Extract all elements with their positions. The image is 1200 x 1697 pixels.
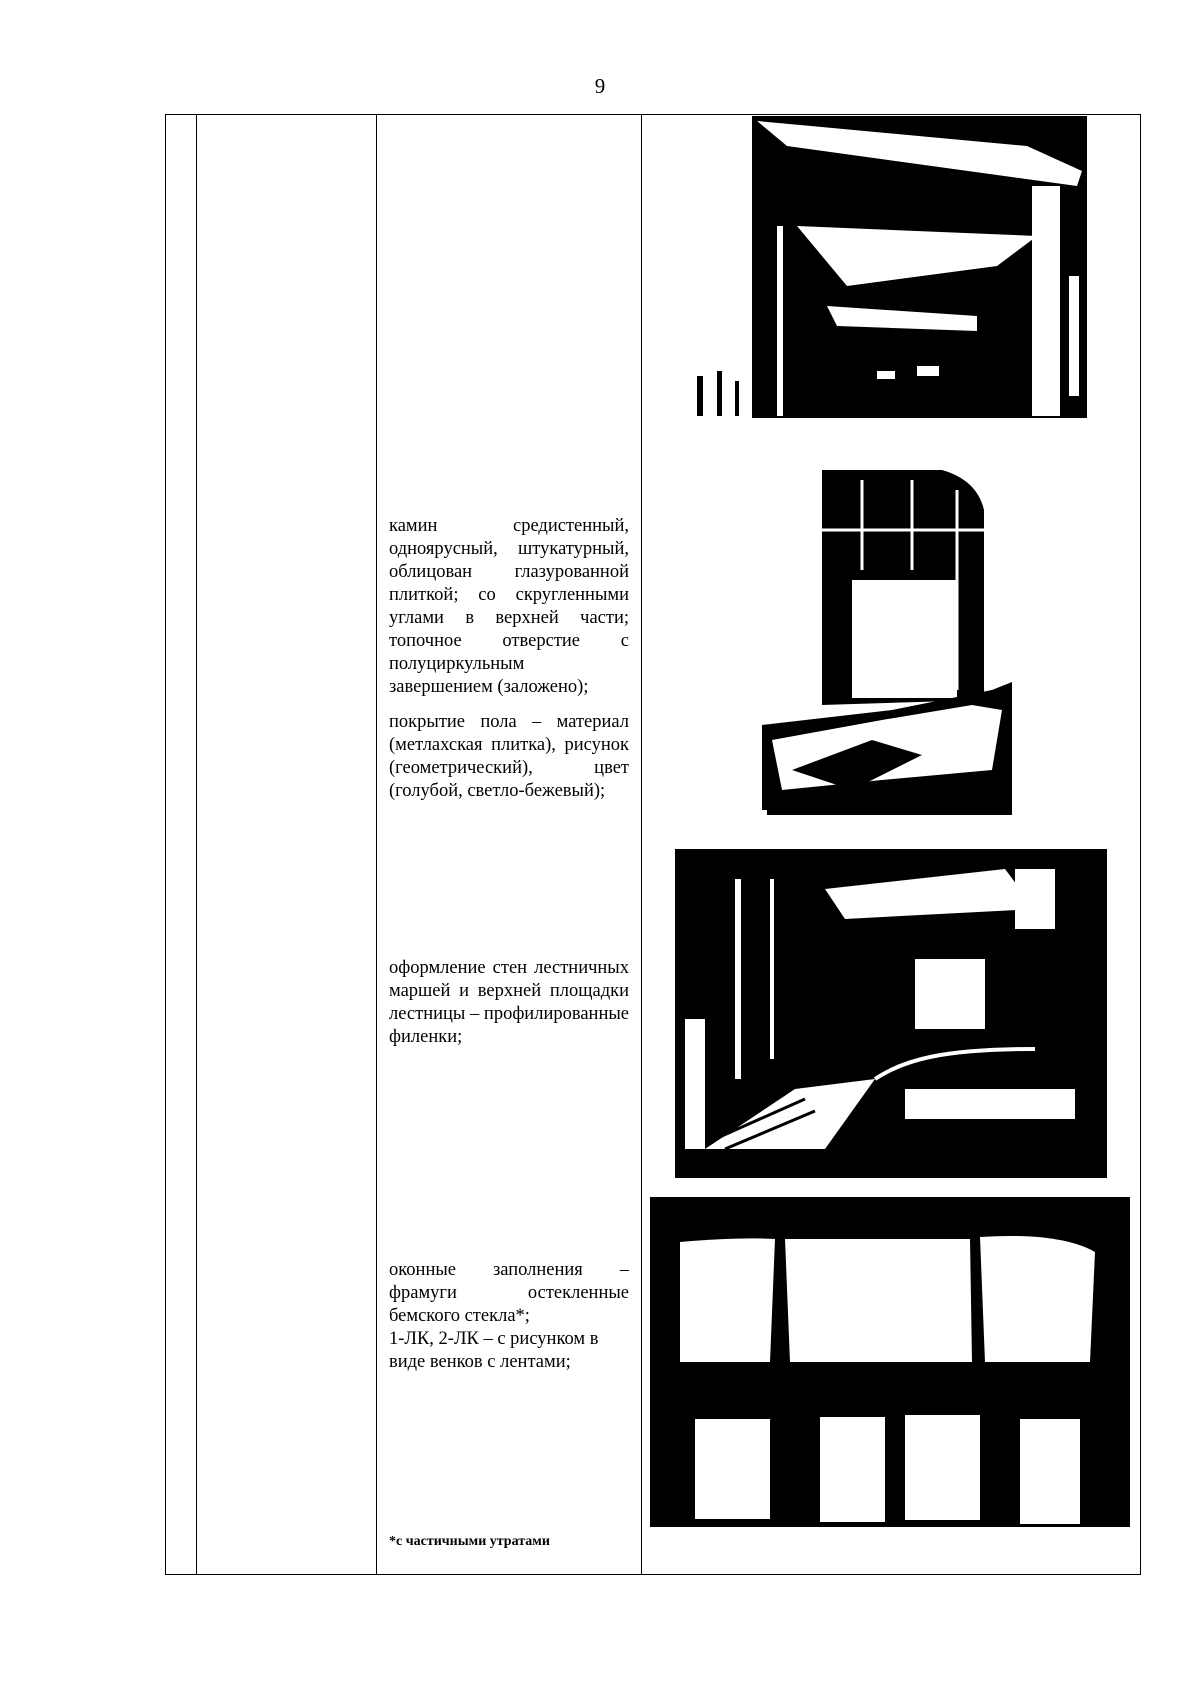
column-divider-2 (376, 115, 377, 1574)
fireplace-description (389, 515, 629, 803)
window-pattern-text: 1-ЛК, 2-ЛК – с рисунком в виде венков с лентами; (389, 1329, 599, 1372)
windows-description (389, 1259, 629, 1374)
footnote: *с частичными утратами (389, 1534, 550, 1549)
fireplace-text: камин средистенный, одноярусный, штукатурный, облицован глазурованной плиткой; со скругленными углами в верхней части; топочное отверстие с полуциркульным завершением (заложено); (389, 516, 629, 697)
fireplace-photo (762, 470, 1017, 820)
column-divider-3 (641, 115, 642, 1574)
stair-walls-text: оформление стен лестничных маршей и верхней площадки лестницы – профилированные филенки; (389, 958, 629, 1047)
floor-covering-text: покрытие пола – материал (метлахская плитка), рисунок (геометрический), цвет (голубой, светло-бежевый); (389, 712, 629, 801)
doorway-photo (677, 116, 1101, 418)
window-fill-text: оконные заполнения – фрамуги остекленные бемского стекла*; (389, 1260, 629, 1326)
page-number: 9 (594, 74, 606, 98)
stair-walls-description (389, 957, 629, 1049)
window-transoms-photo (650, 1197, 1130, 1527)
staircase-photo (675, 849, 1107, 1178)
column-divider-1 (196, 115, 197, 1574)
